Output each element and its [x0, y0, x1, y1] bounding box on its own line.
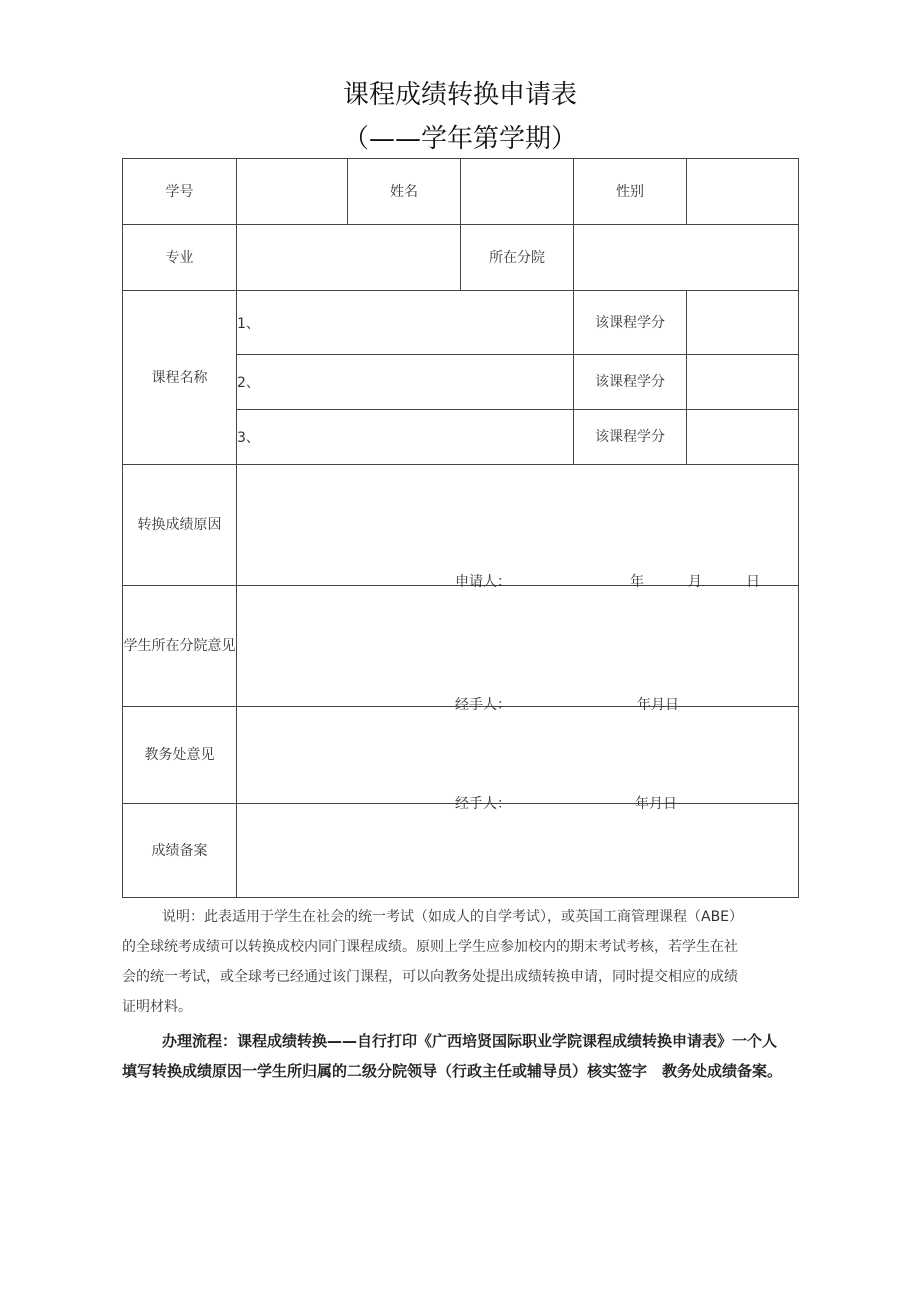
- application-form-table: [122, 158, 799, 898]
- note-line-4: 证明材料。: [122, 999, 192, 1015]
- month-label: 月: [688, 574, 702, 590]
- credit-field-3[interactable]: [687, 410, 799, 465]
- reason-label: 转换成绩原因: [123, 465, 237, 586]
- record-label: 成绩备案: [123, 804, 237, 898]
- student-id-field[interactable]: [237, 159, 348, 225]
- note-line-3: 会的统一考试，或全球考已经通过该门课程，可以向教务处提出成绩转换申请，同时提交相应的成绩: [122, 969, 738, 985]
- reason-field[interactable]: [237, 465, 799, 590]
- gender-field[interactable]: [687, 159, 799, 225]
- major-field[interactable]: [237, 225, 461, 291]
- handler-label-2: 经手人：: [455, 796, 511, 812]
- course-name-field-2[interactable]: 2、: [237, 355, 574, 410]
- course-name-field-3[interactable]: 3、: [237, 410, 574, 465]
- college-opinion-label: 学生所在分院意见: [123, 586, 237, 707]
- credit-label-3: 该课程学分: [574, 410, 687, 465]
- flow-line-2: 填写转换成绩原因一学生所归属的二级分院领导（行政主任或辅导员）核实签字 教务处成绩备案。: [122, 1062, 783, 1080]
- applicant-label: 申请人：: [455, 574, 511, 590]
- credit-label-2: 该课程学分: [574, 355, 687, 410]
- academic-office-label: 教务处意见: [123, 707, 237, 804]
- note-line-2: 的全球统考成绩可以转换成校内同门课程成绩。原则上学生应参加校内的期末考试考核，若学生在社: [122, 939, 738, 955]
- date-label-2: 年月日: [635, 796, 677, 812]
- name-label: 姓名: [348, 159, 461, 225]
- name-field[interactable]: [461, 159, 574, 225]
- college-field[interactable]: [574, 225, 799, 291]
- credit-field-1[interactable]: [687, 291, 799, 355]
- year-label: 年: [630, 574, 644, 590]
- course-name-field-1[interactable]: 1、: [237, 291, 574, 355]
- flow-line-1: 办理流程：课程成绩转换——自行打印《广西培贤国际职业学院课程成绩转换申请表》一个人: [162, 1032, 778, 1050]
- record-field[interactable]: [237, 804, 799, 898]
- note-line-1: 说明：此表适用于学生在社会的统一考试（如成人的自学考试），或英国工商管理课程（ABE）: [162, 909, 744, 925]
- credit-label-1: 该课程学分: [574, 291, 687, 355]
- course-name-label: 课程名称: [123, 291, 237, 465]
- handler-label: 经手人：: [455, 697, 511, 713]
- date-label: 年月日: [637, 697, 679, 713]
- college-opinion-field[interactable]: [237, 586, 799, 713]
- student-id-label: 学号: [123, 159, 237, 225]
- major-label: 专业: [123, 225, 237, 291]
- college-label: 所在分院: [461, 225, 574, 291]
- academic-office-field[interactable]: [237, 707, 799, 812]
- gender-label: 性别: [574, 159, 687, 225]
- form-title: 课程成绩转换申请表: [342, 80, 577, 110]
- form-subtitle: （——学年第学期）: [342, 124, 577, 154]
- credit-field-2[interactable]: [687, 355, 799, 410]
- day-label: 日: [746, 574, 760, 590]
